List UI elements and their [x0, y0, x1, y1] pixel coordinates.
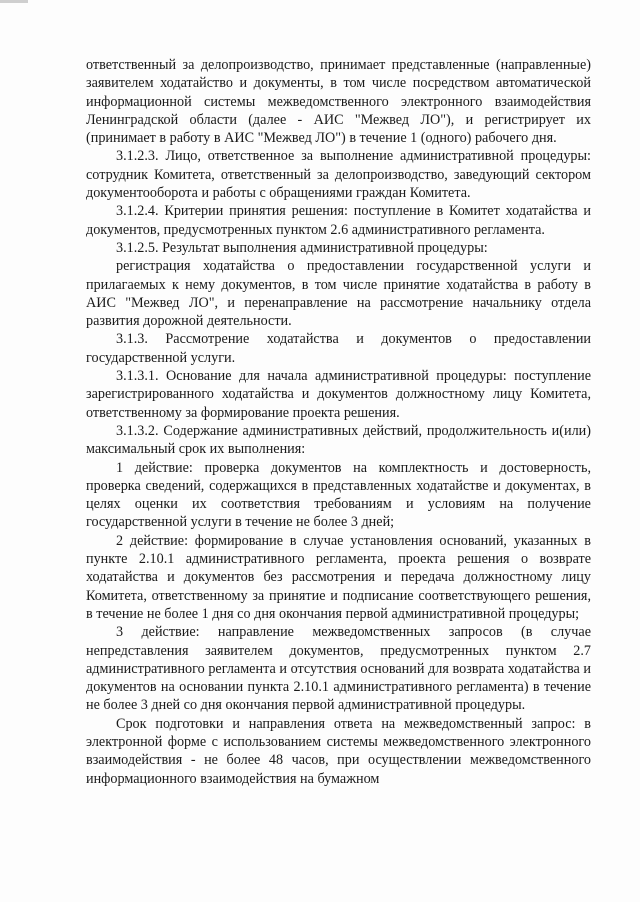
- paragraph-action-1: 1 действие: проверка документов на комплектность и достоверность, проверка сведений, содержащихся в представленных ходатайстве и документах, в целях оценки их соответствия требованиям и условиям на получение государственной услуги в течение не более 3 дней;: [86, 459, 591, 531]
- paragraph-3-1-2-3: 3.1.2.3. Лицо, ответственное за выполнение административной процедуры: сотрудник Комитета, ответственный за делопроизводство, заведующий сектором документооборота и работы с обращениями граждан Комитета.: [86, 148, 591, 202]
- paragraph-3-1-2-4: 3.1.2.4. Критерии принятия решения: поступление в Комитет ходатайства и документов, предусмотренных пунктом 2.6 административного регламента.: [86, 203, 591, 238]
- document-body: [86, 56, 591, 788]
- paragraph-registration: ответственный за делопроизводство, принимает представленные (направленные) заявителем ходатайство и документы, в том числе посредством автоматической информационной системы межведомственного электронного взаимодействия Ленинградской области (далее - АИС "Межвед ЛО"), и регистрирует их (принимает в работу в АИС "Межвед ЛО") в течение 1 (одного) рабочего дня.: [86, 57, 591, 147]
- paragraph-3-1-3: 3.1.3. Рассмотрение ходатайства и документов о предоставлении государственной услуги.: [86, 331, 591, 366]
- paragraph-action-2: 2 действие: формирование в случае установления оснований, указанных в пункте 2.10.1 административного регламента, проекта решения о возврате ходатайства и документов без рассмотрения и передача должностному лицу Комитета, ответственному за принятие и подписание соответствующего решения, в течение не более 1 дня со дня окончания первой административной процедуры;: [86, 532, 591, 622]
- paragraph-response-deadline: Срок подготовки и направления ответа на межведомственный запрос: в электронной форме с использованием системы межведомственного электронного взаимодействия - не более 48 часов, при осуществлении межведомственного информационного взаимодействия на бумажном: [86, 715, 591, 787]
- paragraph-3-1-2-5: 3.1.2.5. Результат выполнения административной процедуры:: [116, 239, 488, 256]
- paragraph-3-1-3-2: 3.1.3.2. Содержание административных действий, продолжительность и(или) максимальный срок их выполнения:: [86, 422, 591, 458]
- paragraph-result: регистрация ходатайства о предоставлении государственной услуги и прилагаемых к нему документов, в том числе принятие ходатайства в работу в АИС "Межвед ЛО", и перенаправление на рассмотрение начальнику отдела развития дорожной деятельности.: [86, 258, 591, 330]
- paragraph-3-1-3-1: 3.1.3.1. Основание для начала административной процедуры: поступление зарегистрированного ходатайства и документов должностному лицу Комитета, ответственному за формирование проекта решения.: [86, 368, 591, 421]
- paragraph-action-3: 3 действие: направление межведомственных запросов (в случае непредставления заявителем документов, предусмотренных пунктом 2.7 административного регламента и отсутствия оснований для возврата ходатайства и документов на основании пункта 2.10.1 административного регламента) в течение не более 3 дней со дня окончания первой административной процедуры.: [86, 624, 591, 714]
- scan-edge-mark: [0, 0, 28, 3]
